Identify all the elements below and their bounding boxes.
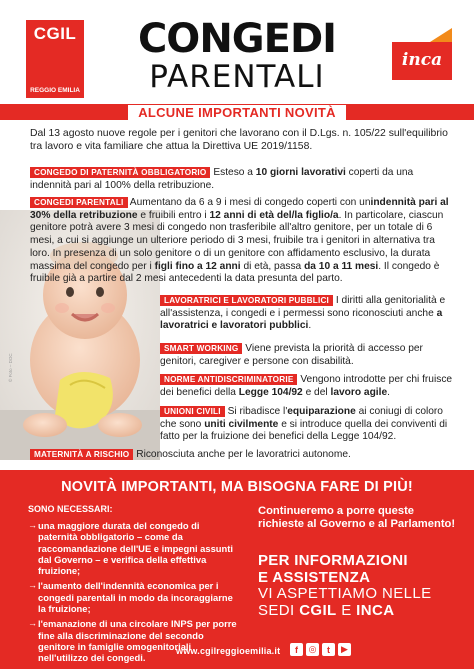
item-antidiscrimination: NORME ANTIDISCRIMINATORIE Vengono introdotte per chi fruisce dei benefici della Legge 104/92 e del lavoro agile. — [160, 374, 453, 398]
photo-credit: © Foto – DOC — [8, 353, 13, 382]
section-title: ALCUNE IMPORTANTI NOVITÀ — [112, 105, 362, 120]
info-heading: PER INFORMAZIONI E ASSISTENZA — [258, 552, 408, 586]
bottom-title: NOVITÀ IMPORTANTI, MA BISOGNA FARE DI PIÙ! — [61, 479, 413, 495]
cgil-logo — [26, 20, 84, 98]
tag-smart-working: SMART WORKING — [160, 343, 242, 354]
item-civil-unions: UNIONI CIVILI Si ribadisce l'equiparazione ai coniugi di coloro che sono uniti civilmente e si introduce quella dei conviventi di fatto per la fruizione dei benefici della Legge 104/92. — [160, 406, 448, 443]
list-item: → l'emanazione di una circolare INPS per porre fine alla discriminazione del secondo genitore in famiglie omogenitoriali nell'utilizzo dei congedi. — [28, 618, 238, 663]
info-subheading: VI ASPETTIAMO NELLE SEDI CGIL E INCA — [258, 585, 432, 619]
list-item: → l'aumento dell'indennità economica per i congedi parentali in modo da incoraggiarne la fruizione; — [28, 580, 238, 614]
item-maternity-risk: MATERNITÀ A RISCHIO Riconosciuta anche per le lavoratrici autonome. — [30, 449, 460, 462]
inca-logo-triangle — [430, 28, 452, 42]
page-title-line2: PARENTALI — [149, 59, 325, 95]
item-paternity: CONGEDO DI PATERNITÀ OBBLIGATORIO Esteso a 10 giorni lavorativi coperti da una indennità pari al 100% della retribuzione. — [30, 167, 414, 191]
page-title-line1: CONGEDI — [137, 16, 337, 62]
intro-paragraph: Dal 13 agosto nuove regole per i genitori che lavorano con il D.Lgs. n. 105/22 sull'equilibrio tra lavoro e vita familiare che attua la Direttiva UE 2019/1158. — [30, 128, 448, 152]
tag-paternity: CONGEDO DI PATERNITÀ OBBLIGATORIO — [30, 167, 210, 178]
tag-maternity-risk: MATERNITÀ A RISCHIO — [30, 449, 133, 460]
item-smart-working: SMART WORKING Viene prevista la priorità di accesso per genitori, caregiver e persone con disabilità. — [160, 343, 423, 367]
inca-logo — [392, 42, 452, 80]
requirements-heading: SONO NECESSARI: — [28, 504, 113, 514]
tag-civil-unions: UNIONI CIVILI — [160, 406, 225, 417]
twitter-icon[interactable]: t — [322, 643, 335, 656]
instagram-icon[interactable]: ◎ — [306, 643, 319, 656]
facebook-icon[interactable]: f — [290, 643, 303, 656]
tag-antidiscrimination: NORME ANTIDISCRIMINATORIE — [160, 374, 297, 385]
social-icons — [290, 643, 351, 656]
tag-public-workers: LAVORATRICI E LAVORATORI PUBBLICI — [160, 295, 333, 306]
tag-parental-leave: CONGEDI PARENTALI — [30, 197, 128, 208]
continue-message: Continueremo a porre queste richieste al Governo e al Parlamento! — [258, 505, 456, 531]
list-item: → una maggiore durata del congedo di paternità obbligatorio – come da raccomandazione dell'UE e impegni assunti dal Governo – e verifica della effettiva fruizione; — [28, 520, 238, 576]
cgil-logo-subtitle: REGGIO EMILIA — [30, 87, 80, 94]
youtube-icon[interactable]: ▶ — [338, 643, 351, 656]
website-link[interactable]: www.cgilreggioemilia.it — [176, 646, 281, 656]
item-parental-leave: CONGEDI PARENTALI Aumentano da 6 a 9 i mesi di congedo coperti con unindennità pari al 30% della retribuzione e fruibili entro i 12 anni di età del/la figlio/a. In particolare, ciascun genitore potrà avere 3 mesi di congedo non trasferibile all'altro genitore, per un totale di 6 mesi, a cui si aggiunge un ulteriore periodo di 3 mesi, fruibile tra i genitori in alternativa tra loro. In presenza di un solo genitore o di un genitore con affidamento esclusivo, la durata massima del congedo per i figli fino a 12 anni di età, passa da 10 a 11 mesi. Il congedo è fruibile già a partire dal 2 mesi antecedenti la data presunta del parto. — [30, 197, 449, 285]
cgil-logo-text: CGIL — [33, 24, 77, 43]
item-public-workers: LAVORATRICI E LAVORATORI PUBBLICI I diritti alla genitorialità e all'assistenza, i congedi e i permessi sono riconosciuti anche a lavoratrici e lavoratori pubblici. — [160, 295, 446, 332]
header — [0, 0, 474, 104]
inca-logo-text: inca — [401, 50, 443, 70]
